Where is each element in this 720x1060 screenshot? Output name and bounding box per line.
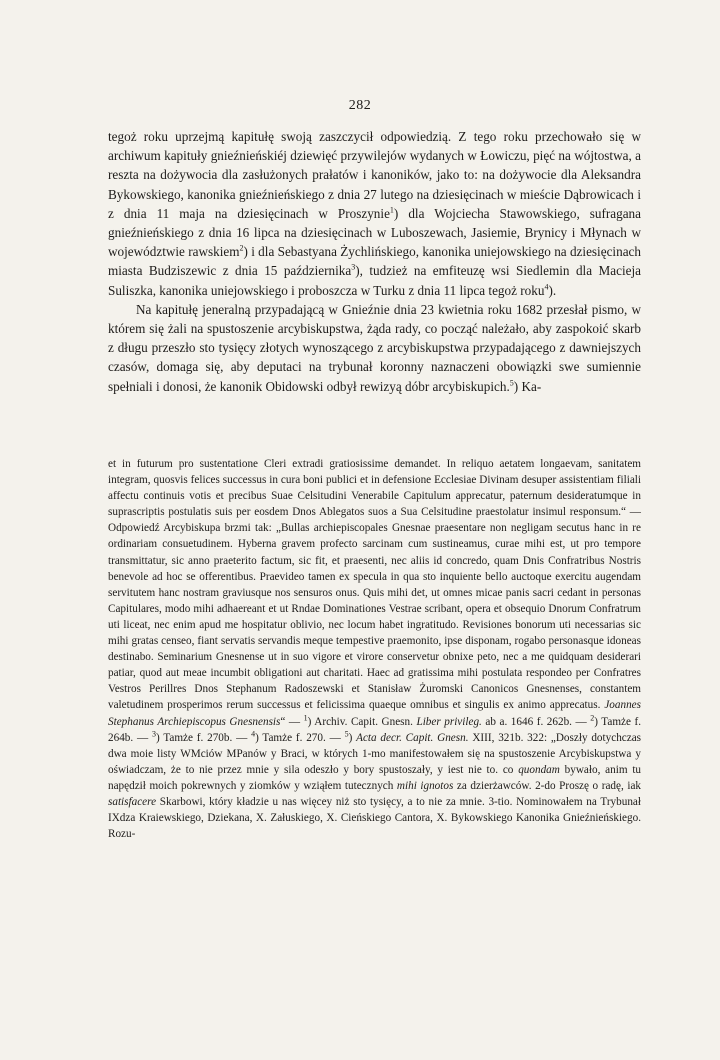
footnote-5-pre: ) — [348, 731, 353, 744]
footnote-4-text: ) Tamże f. 270. — — [255, 731, 341, 744]
footnote-5-italic-4: satisfacere — [108, 795, 157, 808]
footnote-5-italic-3: mihi ignotos — [396, 779, 454, 792]
footnote-2-marker: 2 — [590, 712, 595, 722]
footnote-ref-5: 5 — [509, 378, 514, 388]
footnote-ref-1: 1 — [389, 205, 394, 215]
footnote-ref-2: 2 — [239, 243, 244, 253]
paragraph-1 — [108, 127, 641, 300]
footnote-3-text: ) Tamże f. 270b. — — [155, 731, 248, 744]
paragraph-1-text-c: ) i dla Sebastyana Żychlińskiego, kanonika uniejowskiego na dziesięcinach miasta Budziszewic z dnia 15 października — [108, 244, 641, 279]
page-number: 282 — [348, 98, 372, 113]
footnote-1-tail: ab a. 1646 f. 262b. — — [485, 715, 587, 728]
paragraph-1-text-b: ) dla Wojciecha Stawowskiego, sufragana gnieźnieńskiego z dnia 16 lipca na dziesięcinach w Luboszewach, Jasiemie, Brynicy i Młynach w województwie rawskiem — [108, 205, 641, 260]
footnote-2-text: ) Tamże f. 264b. — — [108, 715, 642, 744]
archbishop-signature: Joannes Stephanus Archiepiscopus Gnesnensis — [108, 699, 641, 728]
paragraph-2-text-a: Na kapitułę jeneralną przypadającą w Gnieźnie dnia 23 kwietnia roku 1682 przesłał pismo, w którem się żali na spustoszenie arcybiskupstwa, żąda rady, co począć należało, aby zaspokoić skarb z długu przeszło sto tysięcy złotych wynoszącego z arcybiskupstwa przypadającego z dawniejszych czasów, domaga się, aby deputaci na trybunał koronny naznaczeni obowiązki swe sumiennie spełniali i donosi, że kanonik Obidowski odbył rewizyą dóbr arcybiskupich. — [108, 301, 641, 394]
footnote-4-marker: 4 — [251, 728, 256, 738]
signature-close: “ — — [280, 715, 301, 728]
footnote-ref-3: 3 — [351, 263, 356, 273]
main-text — [108, 127, 641, 396]
paragraph-2 — [108, 300, 641, 396]
footnote-5-text-d: Skarbowi, który kładzie u nas więcey niż sto tysięcy, a to nie za mnie. 3-tio. Nominowałem na Trybunał IXdza Kraiewskiego, Dziekana, X. Załuskiego, X. Cieńskiego Cantora, X. Bykowskiego Kanonika Gnieźnieńskiego. Rozu- — [108, 795, 641, 841]
footnote-1-italic: Liber privileg. — [416, 715, 482, 728]
footnote-1-marker: 1 — [303, 712, 308, 722]
footnote-3-marker: 3 — [151, 728, 156, 738]
footnote-5-text-c: za dzierżawców. 2-do Proszę o radę, iak — [456, 779, 642, 792]
paragraph-1-text-a: tegoż roku uprzejmą kapitułę swoją zaszczycił odpowiedzią. Z tego roku przechowało się w archiwum kapituły gnieźnieńskiéj dziewięć przywilejów wydanych w Łowiczu, pięć na wójtostwa, a reszta na dożywocia dla zasłużonych prałatów i kanoników, jako to: na dożywocie dla Aleksandra Bykowskiego, kanonika gnieźnieńskiego z dnia 27 lutego na dziesięcinach w mieście Dąbrowicach i z dnia 11 maja na dziesięcinach w Proszynie — [108, 129, 641, 221]
footnote-continued-text: et in futurum pro sustentatione Cleri extradi gratiosissime demandet. In reliquo aetatem longaevam, sanitatem integram, quosvis felices successus in cura boni publici et in defensione Ecclesiae Divinam desuper assistentiam filiali affectu continuis votis et precibus Suae Celsitudini Venerabile Capitulum apprecatur, paternum desideratumque in suprascriptis postulatis suis per eosdem Dnos Ablegatos suos a Sua Celsitudine praestolatur insimul responsum.“ — Odpowiedź Arcybiskupa brzmi tak: „Bullas archiepiscopales Gnesnae praesentare non negligam secutus hanc in re ordinariam consuetudinem. Hyberna gravem profecto sarcinam cum sustineamus, curae mihi est, ut pro tempore transmittatur, sic anno praeterito factum, sic fit, et praesenti, nec aliis id concredo, quam Dnis Confratribus Nostris benevole ad hoc se offerentibus. Praevideo tamen ex specula in qua sto inquiente bello auctoque exercitu augendam servitutem hanc nostram graviusque nos sensuros onus. Quis mihi det, ut omnes micae panis sacri cedant in personas Capitulares, modo mihi adhaereant et ut Rndae Dominationes Vestrae scribant, opera et obsequio Dnorum Confratrum uti liceat, nec enim apud me hospitatur oblivio, nec locum habet ingratitudo. Revisiones bonorum uti necessarias sic mihi gratas censeo, fiant servatis servandis meque tempestive praemonito, ipse disponam, rogabo personasque idoneas destinabo. Seminarium Gnesnense ut in suo vigore et virore conservetur obnixe peto, nec a me quidquam desiderari patiar, quod aut meae incumbit obligationi aut charitati. Haec ad gratissima mihi postulata respondeo per Confratres Vestros Perillres Dnos Stephanum Radoszewski et Stanisław Żuromski Canonicos Gnesnenses, constantem valetudinem prosperimos rerum successus et felicissima quaeque omnibus et singulis ex animo apprecatus. — [108, 458, 641, 712]
footnote-ref-4: 4 — [544, 282, 549, 292]
footnote-5-italic: Acta decr. Capit. Gnesn. — [356, 731, 469, 744]
paragraph-1-text-e: ). — [548, 282, 557, 298]
footnote-1-text: ) Archiv. Capit. Gnesn. — [307, 715, 413, 728]
paragraph-2-text-b: ) Ka- — [513, 378, 542, 394]
footnote-5-marker: 5 — [344, 728, 349, 738]
footnotes — [108, 456, 641, 842]
footnote-5-italic-2: quondam — [518, 763, 560, 776]
paragraph-1-text-d: ), tudzież na emfiteuzę wsi Siedlemin dla Macieja Suliszka, kanonika uniejowskiego i proboszcza w Turku z dnia 11 lipca tegoż roku — [108, 263, 641, 298]
footnote-5-text-a: XIII, 321b. 322: „Doszły dotychczas dwa moie listy WMciów MPanów y Braci, w których 1-mo manifestowałem się na spustoszenie Arcybiskupstwa y oświadczam, że to nie przez mnie y sila odeszło y bory spustoszały, y iest nie to. co — [108, 731, 642, 776]
footnote-5-text-b: bywało, anim tu napędził moich pokrewnych y ziomków y wziąłem tutecznych — [108, 763, 642, 792]
footnote-block — [108, 456, 641, 842]
